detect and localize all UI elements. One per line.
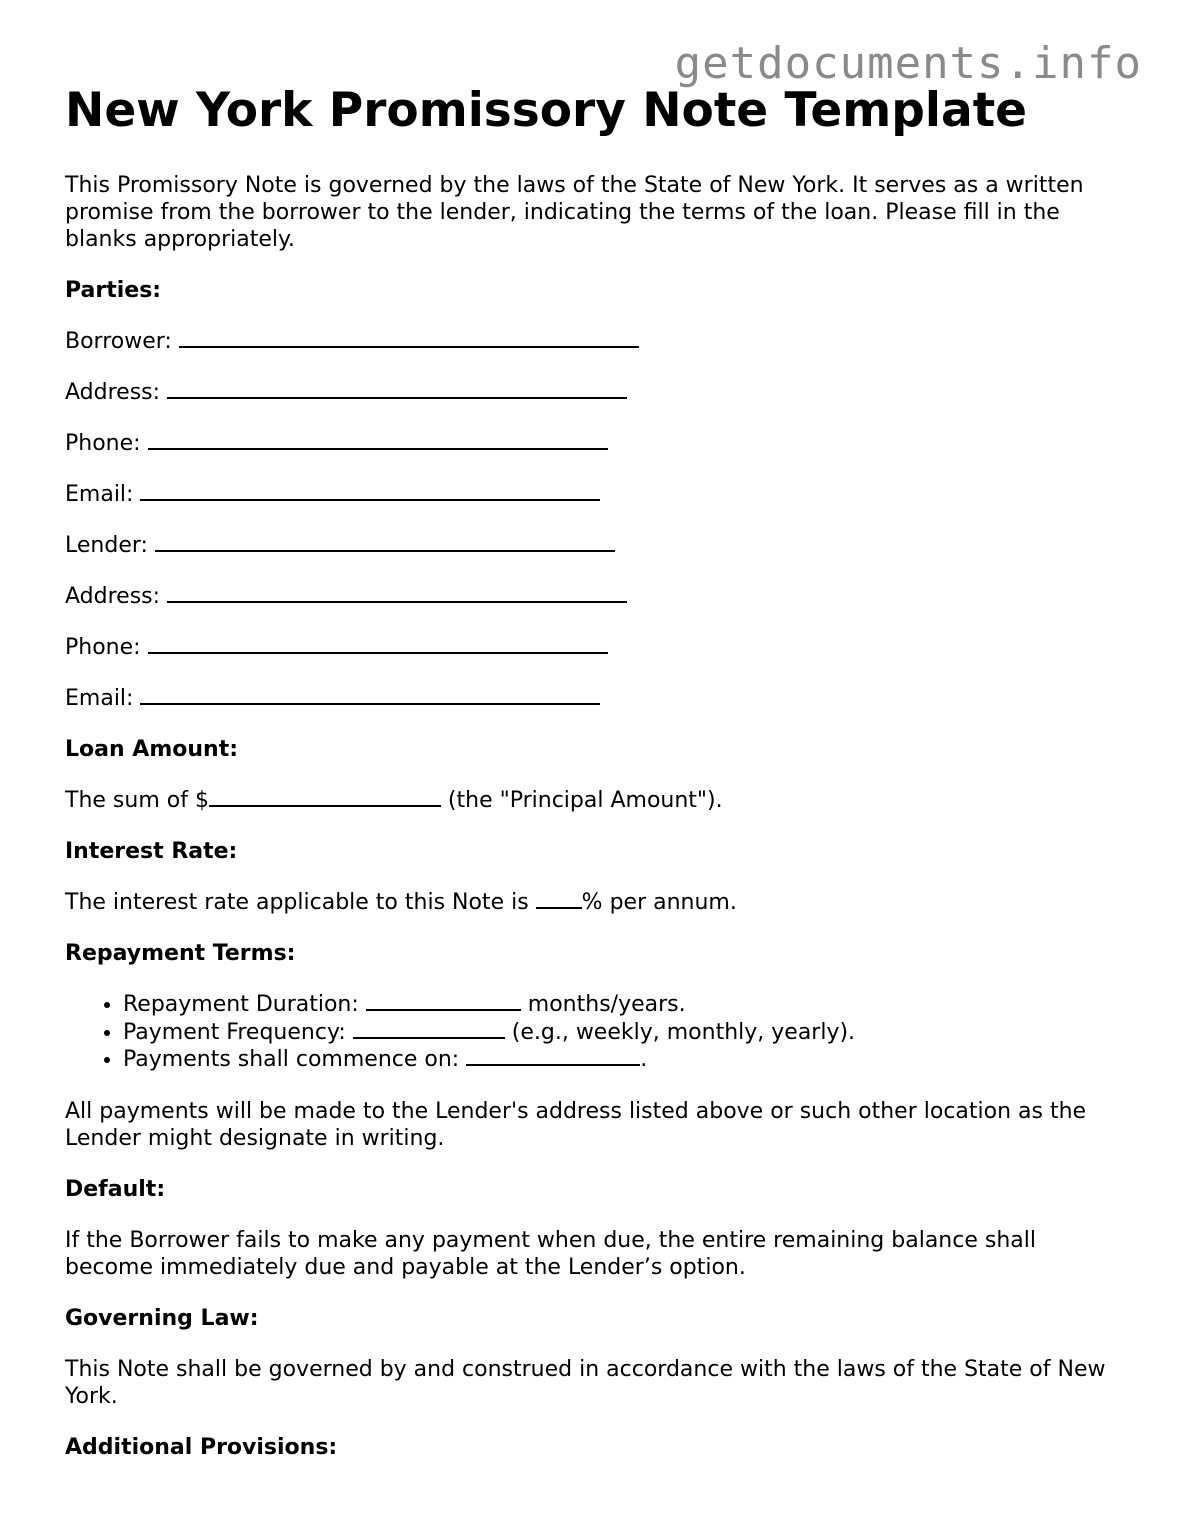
borrower-address-row — [65, 379, 1115, 406]
lender-address-label: Address: — [65, 584, 161, 609]
interest-rate-prefix: The interest rate applicable to this Note is — [65, 890, 536, 915]
borrower-email-row — [65, 481, 1115, 508]
loan-amount-row — [65, 787, 1115, 814]
list-item — [123, 1019, 1115, 1047]
borrower-phone-blank[interactable] — [148, 430, 608, 450]
lender-label: Lender: — [65, 533, 148, 558]
borrower-phone-label: Phone: — [65, 431, 141, 456]
borrower-label: Borrower: — [65, 329, 172, 354]
commence-label: Payments shall commence on: — [123, 1047, 467, 1072]
interest-rate-row — [65, 889, 1115, 916]
payment-frequency-blank[interactable] — [353, 1019, 505, 1039]
loan-amount-prefix: The sum of $ — [65, 788, 209, 813]
borrower-email-label: Email: — [65, 482, 134, 507]
lender-row — [65, 532, 1115, 559]
payment-frequency-suffix: (e.g., weekly, monthly, yearly). — [504, 1019, 856, 1045]
lender-email-blank[interactable] — [140, 685, 600, 705]
loan-amount-heading: Loan Amount: — [65, 737, 239, 762]
lender-email-row — [65, 685, 1115, 712]
lender-email-label: Email: — [65, 686, 134, 711]
borrower-phone-row — [65, 430, 1115, 457]
default-paragraph: If the Borrower fails to make any payment when due, the entire remaining balance shall become immediately due and payable at the Lender’s option. — [65, 1227, 1036, 1280]
governing-law-heading: Governing Law: — [65, 1305, 259, 1331]
repayment-terms-heading: Repayment Terms: — [65, 941, 296, 966]
repayment-duration-label: Repayment Duration: — [123, 992, 366, 1017]
lender-phone-blank[interactable] — [148, 634, 608, 654]
default-heading: Default: — [65, 1176, 166, 1202]
interest-rate-heading: Interest Rate: — [65, 839, 238, 864]
lender-blank[interactable] — [155, 532, 615, 552]
payment-location-paragraph: All payments will be made to the Lender's address listed above or such other location as the Lender might designate in writing. — [65, 1098, 1087, 1151]
parties-heading: Parties: — [65, 278, 162, 303]
list-item — [123, 1046, 1115, 1074]
borrower-address-blank[interactable] — [167, 379, 627, 399]
commence-date-blank[interactable] — [466, 1046, 640, 1066]
loan-amount-suffix: (the "Principal Amount"). — [440, 788, 723, 813]
payment-frequency-label: Payment Frequency: — [123, 1019, 353, 1045]
repayment-duration-blank[interactable] — [366, 991, 521, 1011]
interest-rate-suffix: % per annum. — [581, 890, 737, 915]
principal-amount-blank[interactable] — [209, 787, 441, 807]
commence-suffix: . — [640, 1047, 648, 1072]
lender-address-blank[interactable] — [167, 583, 627, 603]
intro-paragraph: This Promissory Note is governed by the laws of the State of New York. It serves as a written promise from the borrower to the lender, indicating the terms of the loan. Please fill in the blanks appropriately. — [65, 173, 1084, 252]
lender-phone-row — [65, 634, 1115, 661]
borrower-row — [65, 328, 1115, 355]
borrower-blank[interactable] — [179, 328, 639, 348]
document-page — [65, 82, 1115, 1461]
borrower-email-blank[interactable] — [140, 481, 600, 501]
document-title: New York Promissory Note Template — [65, 83, 1028, 138]
list-item — [123, 991, 1115, 1019]
lender-phone-label: Phone: — [65, 635, 141, 660]
governing-law-paragraph: This Note shall be governed by and construed in accordance with the laws of the State of New York. — [65, 1356, 1106, 1409]
watermark: getdocuments.info — [674, 38, 1142, 89]
repayment-terms-list — [65, 991, 1115, 1074]
repayment-duration-suffix: months/years. — [520, 992, 686, 1017]
borrower-address-label: Address: — [65, 380, 161, 405]
interest-rate-blank[interactable] — [536, 889, 582, 909]
additional-provisions-heading: Additional Provisions: — [65, 1434, 338, 1460]
lender-address-row — [65, 583, 1115, 610]
